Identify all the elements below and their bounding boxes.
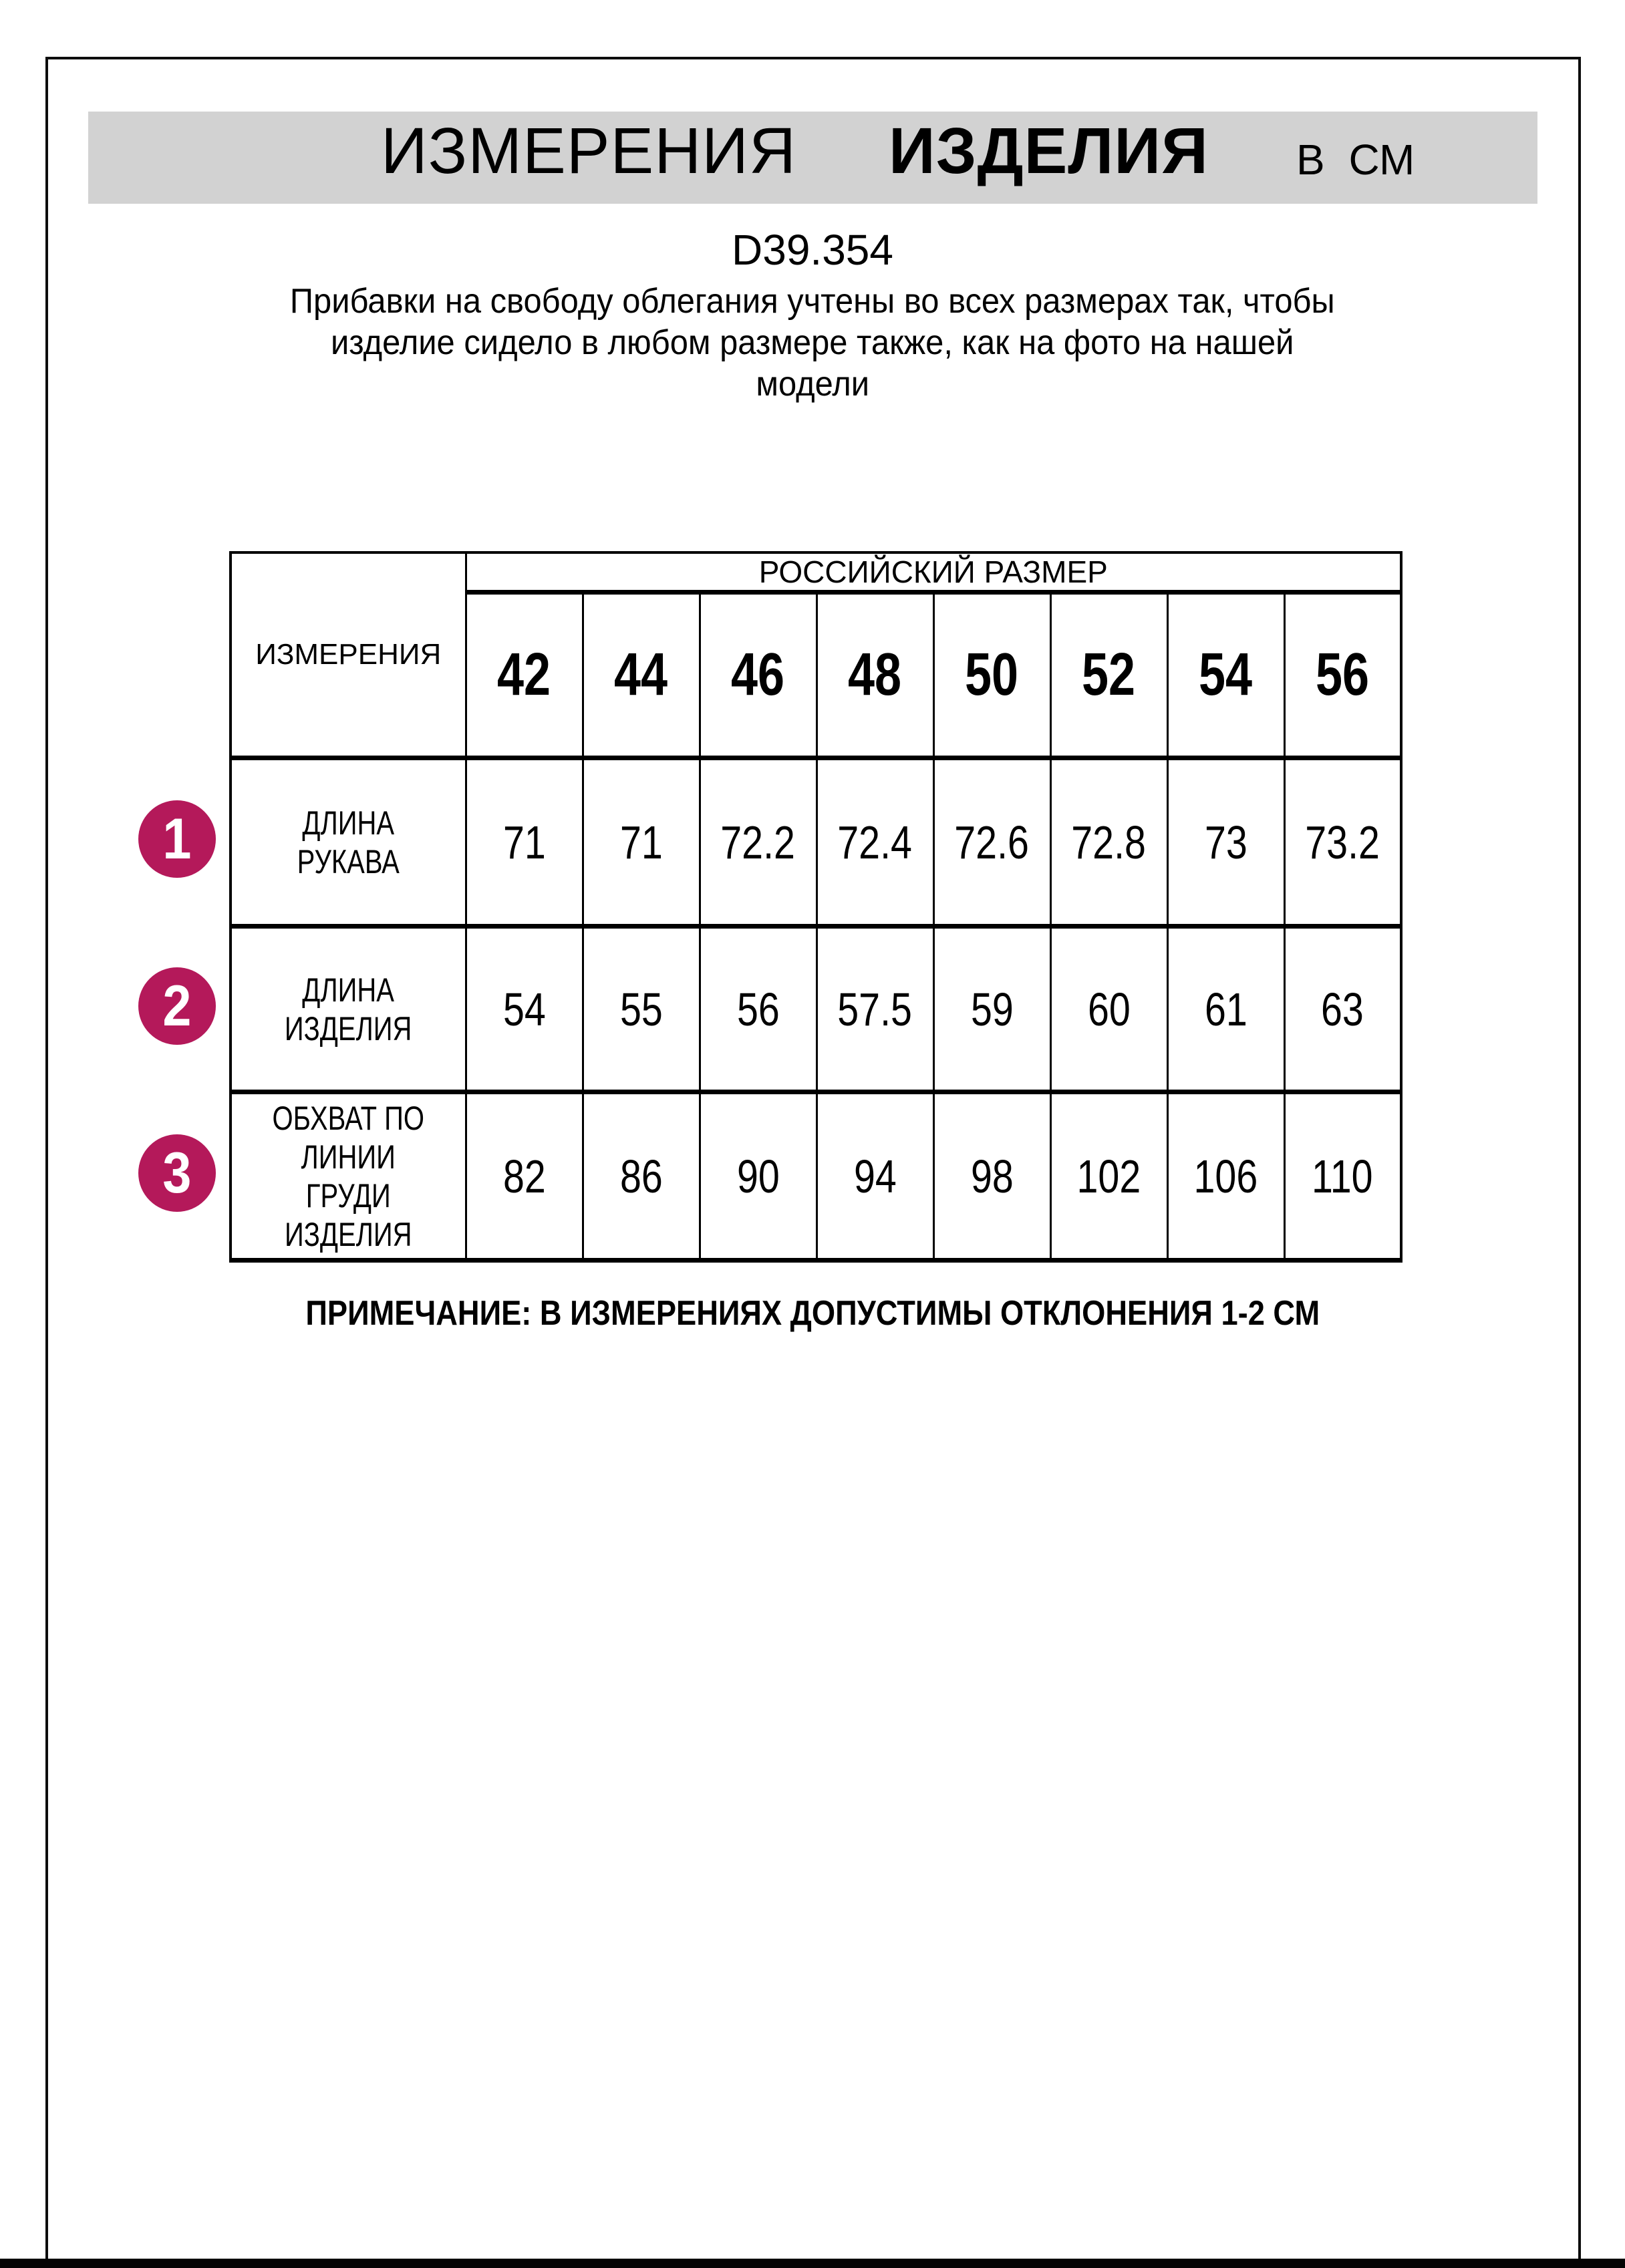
product-code: D39.354 [732,226,893,274]
title-measurements: ИЗМЕРЕНИЯ [381,114,797,187]
value-cell: 90 [700,1092,817,1261]
table-row-garment-length [231,927,1401,1092]
table-row-sleeve-length [231,758,1401,927]
size-cell: 48 [817,593,933,758]
row-label-cell [231,927,466,1092]
value-cell: 72.6 [933,758,1050,927]
value-cell: 56 [700,927,817,1092]
row-label: ДЛИНА ИЗДЕЛИЯ [284,971,412,1047]
size-cell: 52 [1050,593,1167,758]
value-cell: 71 [466,758,583,927]
value-cell: 63 [1284,927,1401,1092]
row-label: ДЛИНА РУКАВА [297,804,400,880]
fit-description-line: Прибавки на свободу облегания учтены во всех размерах так, чтобы [290,282,1335,321]
tolerance-note: ПРИМЕЧАНИЕ: В ИЗМЕРЕНИЯХ ДОПУСТИМЫ ОТКЛОНЕНИЯ 1-2 СМ [305,1294,1320,1333]
measurements-header-label: ИЗМЕРЕНИЯ [255,638,442,671]
size-cell: 44 [583,593,700,758]
size-cell: 46 [700,593,817,758]
value-cell: 73.2 [1284,758,1401,927]
size-cell: 50 [933,593,1050,758]
row-label-cell [231,1092,466,1261]
size-table [229,551,1402,1263]
value-cell: 72.2 [700,758,817,927]
row-number-badge-1: 1 [138,800,216,878]
value-cell: 72.4 [817,758,933,927]
row-number-badge-2: 2 [138,967,216,1045]
value-cell: 72.8 [1050,758,1167,927]
table-header-row-1 [231,552,1401,593]
row-number-badge-3: 3 [138,1134,216,1212]
size-cell: 54 [1167,593,1284,758]
value-cell: 55 [583,927,700,1092]
row-label: ОБХВАТ ПО ЛИНИИ ГРУДИ ИЗДЕЛИЯ [272,1099,424,1253]
russian-size-header-label: РОССИЙСКИЙ РАЗМЕР [758,554,1108,589]
value-cell: 82 [466,1092,583,1261]
value-cell: 59 [933,927,1050,1092]
value-cell: 110 [1284,1092,1401,1261]
value-cell: 73 [1167,758,1284,927]
fit-description-line: модели [756,365,869,403]
russian-size-header-cell [466,552,1401,593]
value-cell: 106 [1167,1092,1284,1261]
size-cell: 42 [466,593,583,758]
value-cell: 61 [1167,927,1284,1092]
row-label-cell [231,758,466,927]
value-cell: 54 [466,927,583,1092]
table-row-chest-girth [231,1092,1401,1261]
measurements-header-cell [231,552,466,758]
value-cell: 94 [817,1092,933,1261]
value-cell: 98 [933,1092,1050,1261]
value-cell: 57.5 [817,927,933,1092]
value-cell: 86 [583,1092,700,1261]
fit-description [0,281,1625,405]
fit-description-line: изделие сидело в любом размере также, как на фото на нашей [331,323,1294,362]
value-cell: 60 [1050,927,1167,1092]
page-bottom-edge [0,2259,1625,2268]
value-cell: 102 [1050,1092,1167,1261]
title-band [88,112,1537,204]
size-cell: 56 [1284,593,1401,758]
title-product: ИЗДЕЛИЯ [889,114,1209,187]
title-units: В СМ [1296,136,1415,184]
value-cell: 71 [583,758,700,927]
